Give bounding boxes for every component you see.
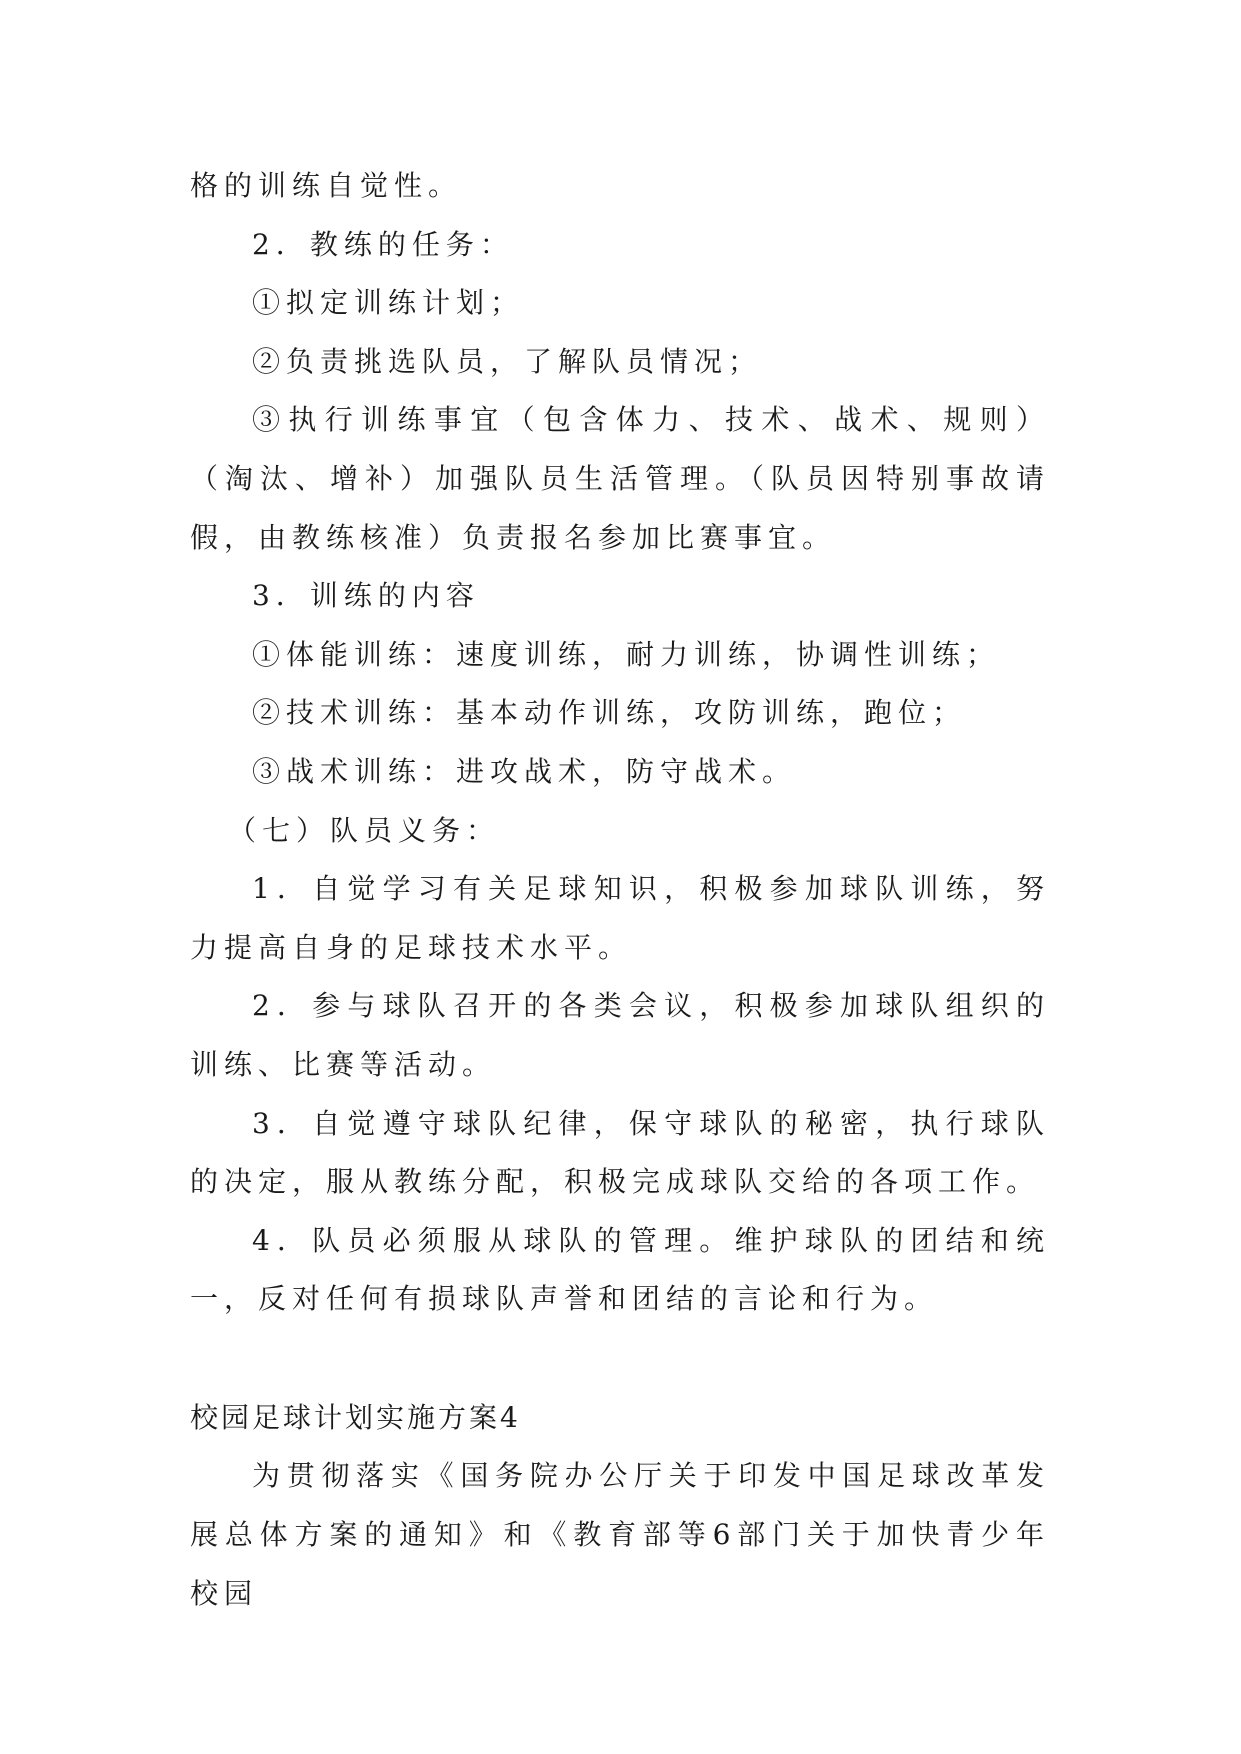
paragraph: 2．参与球队召开的各类会议，积极参加球队组织的训练、比赛等活动。 bbox=[190, 989, 1050, 1081]
paragraph: ③战术训练：进攻战术，防守战术。 bbox=[252, 754, 797, 788]
paragraph: ②技术训练：基本动作训练，攻防训练，跑位； bbox=[252, 696, 967, 730]
paragraph: 3．自觉遵守球队纪律，保守球队的秘密，执行球队的决定，服从教练分配，积极完成球队交给的各项工作。 bbox=[190, 1106, 1050, 1199]
paragraph: ②负责挑选队员，了解队员情况； bbox=[252, 344, 763, 378]
paragraph: 格的训练自觉性。 bbox=[190, 169, 463, 202]
document-body bbox=[190, 157, 1050, 1623]
paragraph: ①拟定训练计划； bbox=[252, 286, 525, 320]
section-heading: （七）队员义务： bbox=[228, 813, 501, 847]
paragraph: 1．自觉学习有关足球知识，积极参加球队训练，努力提高自身的足球技术水平。 bbox=[190, 872, 1050, 964]
paragraph: 为贯彻落实《国务院办公厅关于印发中国足球改革发展总体方案的通知》和《教育部等6部门关于加快青少年校园 bbox=[190, 1459, 1050, 1610]
paragraph: ③执行训练事宜（包含体力、技术、战术、规则）（淘汰、增补）加强队员生活管理。（队员因特别事故请假，由教练核准）负责报名参加比赛事宜。 bbox=[190, 403, 1050, 554]
paragraph: 3．训练的内容 bbox=[252, 579, 480, 613]
document-section-title: 校园足球计划实施方案4 bbox=[190, 1400, 521, 1434]
paragraph: ①体能训练：速度训练，耐力训练，协调性训练； bbox=[252, 637, 1001, 671]
paragraph: 4．队员必须服从球队的管理。维护球队的团结和统一，反对任何有损球队声誉和团结的言论和行为。 bbox=[190, 1223, 1050, 1316]
paragraph: 2．教练的任务： bbox=[252, 227, 514, 261]
